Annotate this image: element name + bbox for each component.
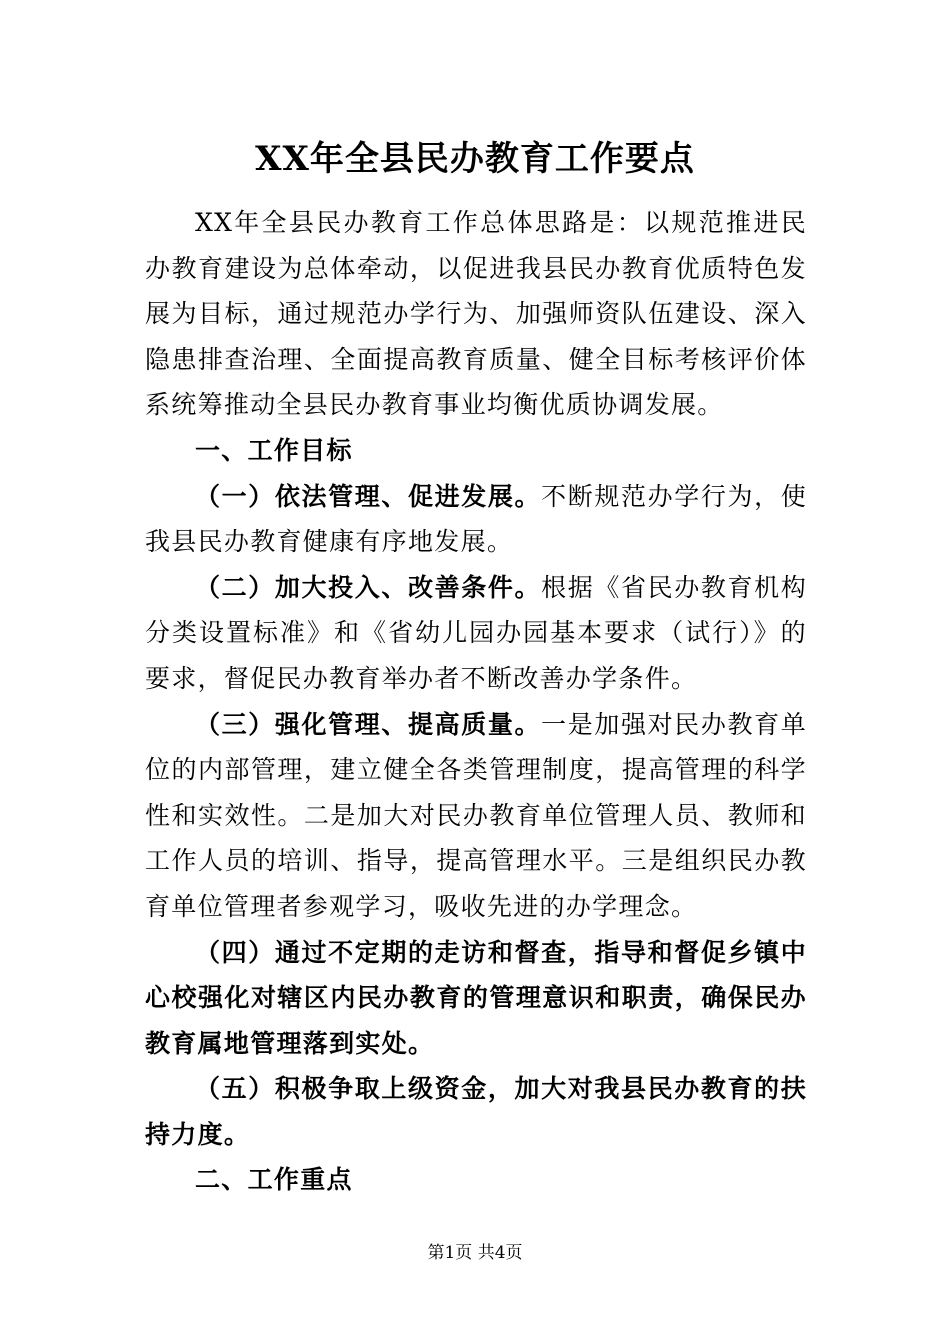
goal-item-4: （四）通过不定期的走访和督查，指导和督促乡镇中心校强化对辖区内民办教育的管理意识和职责，确保民办教育属地管理落到实处。 xyxy=(145,937,807,1058)
goal-item-1-text: 不断规范办学行为，使我县民办教育健康有序地发展。 xyxy=(145,481,807,557)
goal-item-2-lead: （二）加大投入、改善条件。 xyxy=(195,572,542,602)
intro-paragraph: XX年全县民办教育工作总体思路是：以规范推进民办教育建设为总体牵动，以促进我县民办教育优质特色发展为目标，通过规范办学行为、加强师资队伍建设、深入隐患排查治理、全面提高教育质量、健全目标考核评价体系统筹推动全县民办教育事业均衡优质协调发展。 xyxy=(145,208,807,420)
section-heading-goals: 一、工作目标 xyxy=(195,435,353,465)
goal-item-3-lead: （三）强化管理、提高质量。 xyxy=(195,709,542,739)
goal-item-1 xyxy=(145,474,807,565)
document-title: XX年全县民办教育工作要点 xyxy=(255,139,695,179)
goal-item-5: （五）积极争取上级资金，加大对我县民办教育的扶持力度。 xyxy=(145,1074,807,1149)
goal-item-3-text: 一是加强对民办教育单位的内部管理，建立健全各类管理制度，提高管理的科学性和实效性。二是加大对民办教育单位管理人员、教师和工作人员的培训、指导，提高管理水平。三是组织民办教育单位管理者参观学习，吸收先进的办学理念。 xyxy=(145,709,807,921)
document-body xyxy=(145,200,807,1203)
goal-item-2 xyxy=(145,565,807,702)
goal-item-1-lead: （一）依法管理、促进发展。 xyxy=(195,481,542,511)
page-footer: 第1页 共4页 xyxy=(427,1243,523,1263)
section-heading-focus: 二、工作重点 xyxy=(195,1165,353,1195)
goal-item-3 xyxy=(145,702,807,930)
goal-item-2-text: 根据《省民办教育机构分类设置标准》和《省幼儿园办园基本要求（试行）》的要求，督促民办教育举办者不断改善办学条件。 xyxy=(145,572,807,693)
